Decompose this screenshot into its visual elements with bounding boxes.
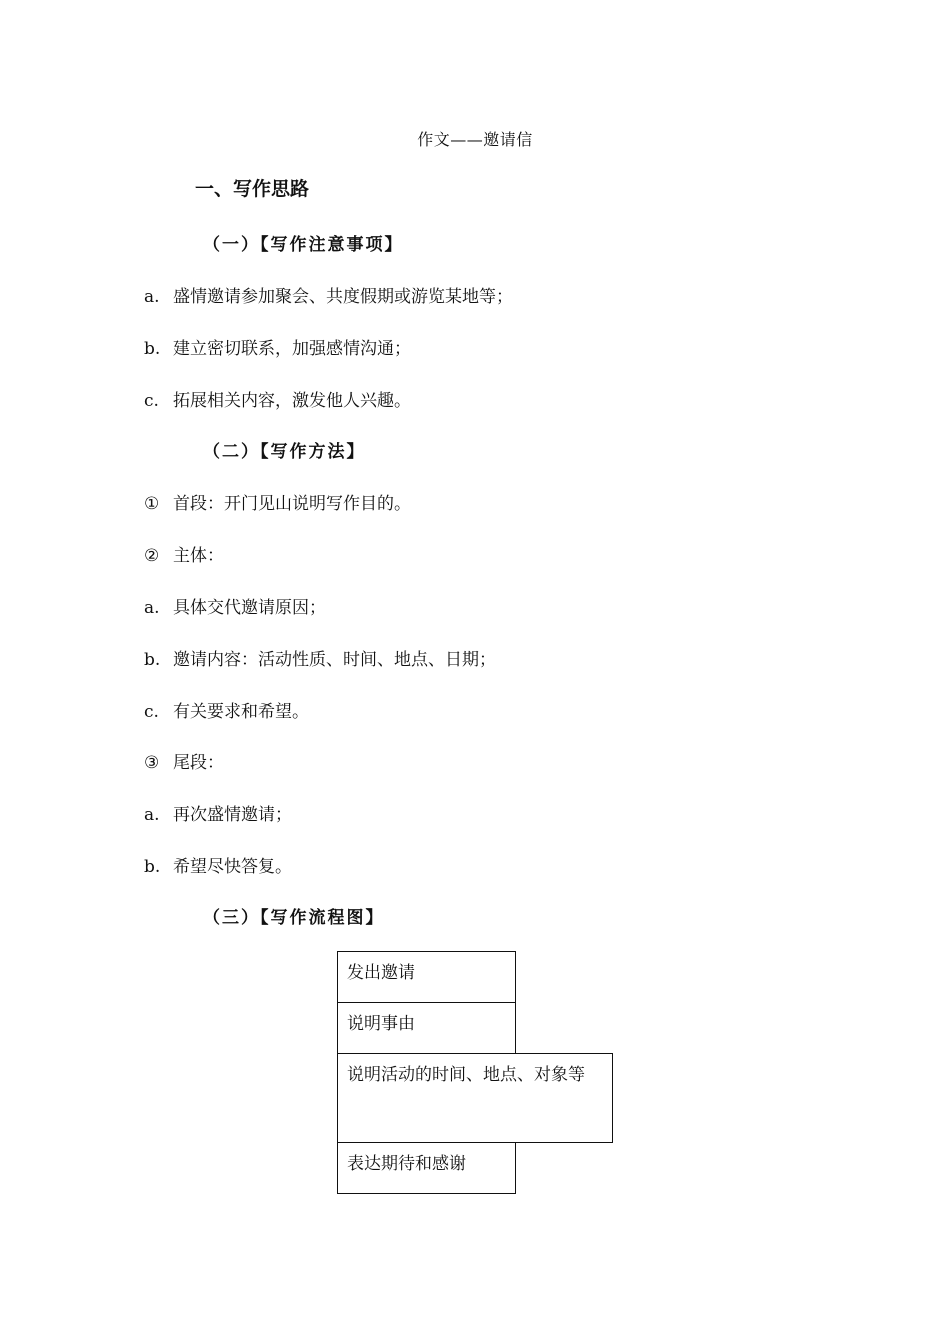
list-item-text: 邀请内容：活动性质、时间、地点、日期；: [173, 650, 496, 670]
flow-step-expect-and-thank: 表达期待和感谢: [337, 1142, 516, 1194]
list-marker: a.: [144, 805, 160, 825]
flow-step-explain-reason: 说明事由: [337, 1002, 516, 1054]
list-item-text: 拓展相关内容，激发他人兴趣。: [173, 391, 411, 411]
list-marker: c.: [144, 702, 159, 722]
list-marker: b.: [144, 339, 161, 359]
list-item: [144, 489, 411, 514]
list-item-text: 尾段：: [173, 753, 224, 773]
list-marker: a.: [144, 287, 160, 307]
section-heading-writing-approach: 一、写作思路: [195, 178, 310, 200]
list-item-text: 有关要求和希望。: [173, 702, 309, 722]
list-item: [144, 541, 224, 566]
list-marker: b.: [144, 857, 161, 877]
list-item-text: 主体：: [173, 546, 224, 566]
list-item: [144, 282, 513, 307]
list-item: [144, 852, 292, 877]
subsection-heading-methods: （二）【写作方法】: [203, 442, 366, 462]
list-marker: b.: [144, 650, 161, 670]
list-item: [144, 748, 224, 773]
list-item: [144, 386, 411, 411]
list-item: [144, 645, 496, 670]
list-item-text: 再次盛情邀请；: [173, 805, 292, 825]
list-marker: ③: [144, 753, 160, 773]
list-item: [144, 800, 292, 825]
document-title: 作文——邀请信: [417, 130, 533, 149]
list-item: [144, 593, 326, 618]
list-marker: ②: [144, 546, 160, 566]
flow-step-send-invitation: 发出邀请: [337, 951, 516, 1003]
list-marker: a.: [144, 598, 160, 618]
list-item-text: 首段：开门见山说明写作目的。: [173, 494, 411, 514]
list-item: [144, 697, 309, 722]
list-item-text: 盛情邀请参加聚会、共度假期或游览某地等；: [173, 287, 513, 307]
list-item-text: 具体交代邀请原因；: [173, 598, 326, 618]
subsection-heading-flowchart: （三）【写作流程图】: [203, 908, 385, 928]
list-item-text: 希望尽快答复。: [173, 857, 292, 877]
list-marker: ①: [144, 494, 160, 514]
subsection-heading-notes: （一）【写作注意事项】: [203, 235, 404, 255]
flow-step-activity-details: 说明活动的时间、地点、对象等: [337, 1053, 613, 1143]
list-marker: c.: [144, 391, 159, 411]
list-item: [144, 334, 411, 359]
list-item-text: 建立密切联系，加强感情沟通；: [173, 339, 411, 359]
